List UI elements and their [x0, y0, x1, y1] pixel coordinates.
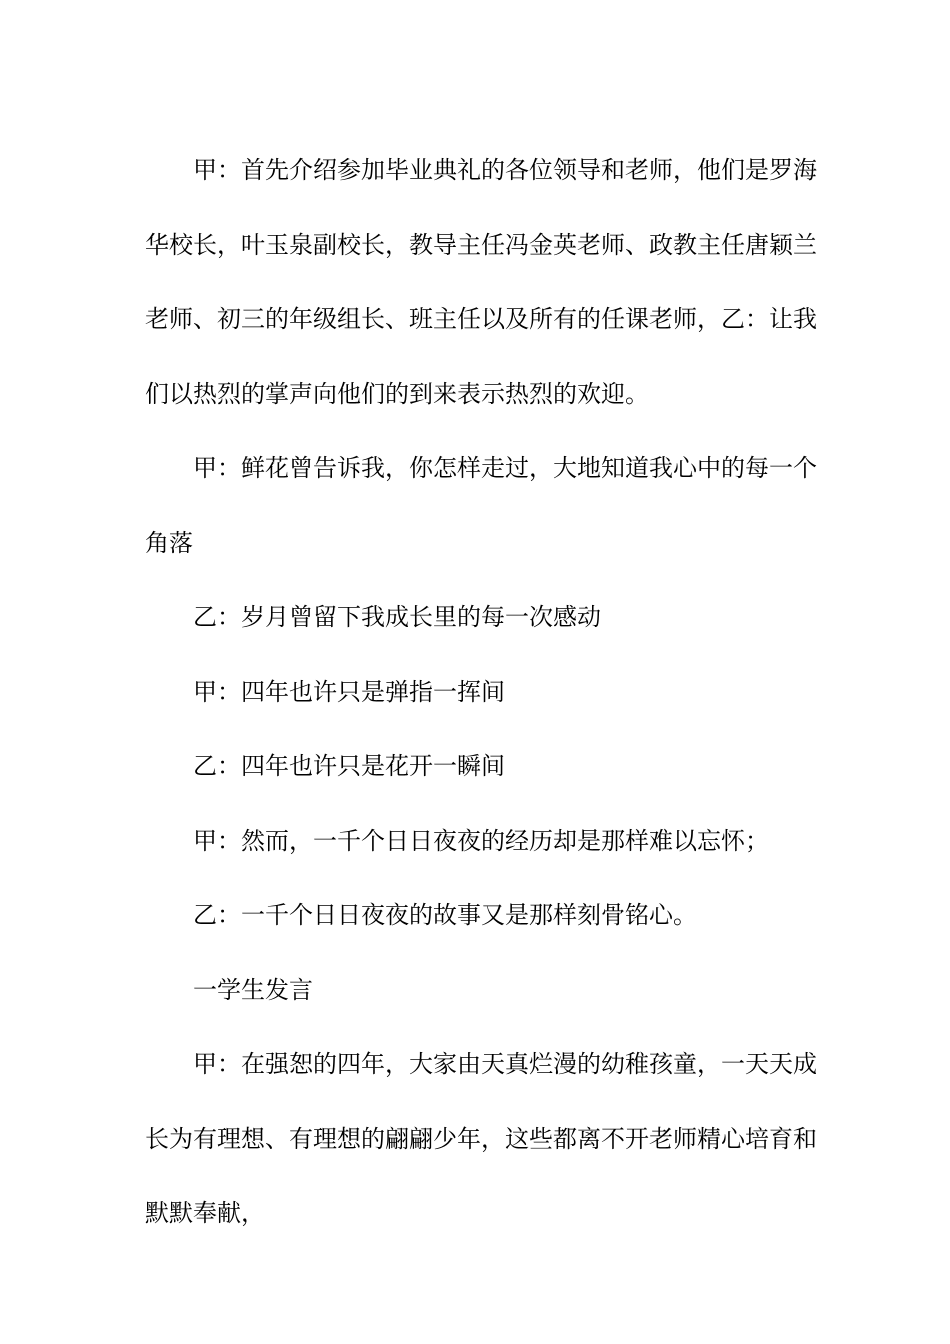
- paragraph-intro-leaders: 甲：首先介绍参加毕业典礼的各位领导和老师，他们是罗海华校长，叶玉泉副校长，教导主任冯金英老师、政教主任唐颖兰老师、初三的年级组长、班主任以及所有的任课老师，乙：让我们以热烈的掌声向他们的到来表示热烈的欢迎。: [145, 156, 817, 408]
- paragraph-thousand-days-unforgettable: 甲：然而，一千个日日夜夜的经历却是那样难以忘怀；: [193, 826, 769, 855]
- paragraph-student-speech: 一学生发言: [193, 975, 313, 1004]
- paragraph-flowers: 甲：鲜花曾告诉我，你怎样走过，大地知道我心中的每一个角落: [145, 454, 817, 557]
- paragraph-four-years-snap: 甲：四年也许只是弹指一挥间: [193, 677, 505, 706]
- paragraph-years-moved: 乙：岁月曾留下我成长里的每一次感动: [193, 603, 601, 631]
- paragraph-growth-teachers: 甲：在强恕的四年，大家由天真烂漫的幼稚孩童，一天天成长为有理想、有理想的翩翩少年，这些都离不开老师精心培育和默默奉献，: [145, 1050, 817, 1227]
- document-body: [145, 133, 825, 1251]
- paragraph-thousand-days-stories: 乙：一千个日日夜夜的故事又是那样刻骨铭心。: [193, 901, 697, 929]
- paragraph-four-years-bloom: 乙：四年也许只是花开一瞬间: [193, 752, 505, 780]
